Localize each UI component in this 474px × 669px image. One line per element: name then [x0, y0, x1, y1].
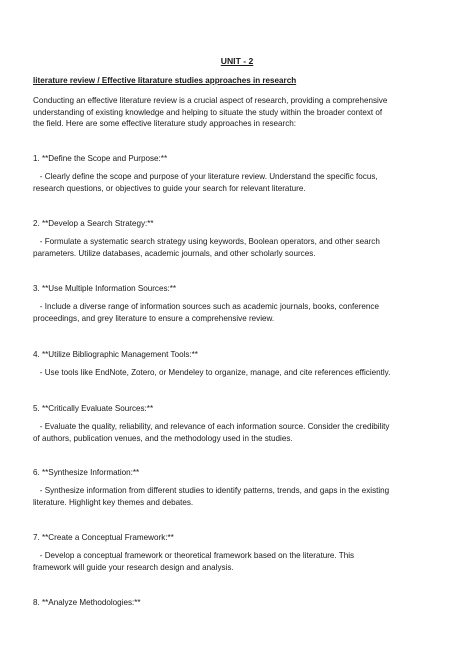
step-6-line: - Synthesize information from different studies to identify patterns, trends, and gaps in the existing	[33, 486, 390, 495]
step-8-title: 8. **Analyze Methodologies:**	[33, 598, 141, 607]
step-3-title: 3. **Use Multiple Information Sources:**	[33, 284, 177, 293]
step-7-line: - Develop a conceptual framework or theoretical framework based on the literature. This	[33, 551, 355, 560]
unit-title: UNIT - 2	[220, 56, 254, 66]
step-5-line: of authors, publication venues, and the methodology used in the studies.	[33, 433, 293, 443]
step-1-line: research questions, or objectives to guide your search for relevant literature.	[33, 183, 306, 193]
step-5-description	[33, 421, 443, 444]
step-2-title: 2. **Develop a Search Strategy:**	[33, 219, 154, 228]
step-1-line: - Clearly define the scope and purpose of your literature review. Understand the specific focus,	[33, 172, 378, 181]
step-4-line: - Use tools like EndNote, Zotero, or Mendeley to organize, manage, and cite references efficiently.	[33, 368, 391, 377]
step-7-description	[33, 550, 443, 573]
step-3-line: proceedings, and grey literature to ensure a comprehensive review.	[33, 313, 275, 323]
section-heading: literature review / Effective litarature studies approaches in research	[33, 76, 297, 85]
step-2-line: parameters. Utilize databases, academic journals, and other scholarly sources.	[33, 248, 316, 258]
intro-line: the field. Here are some effective literature study approaches in research:	[33, 119, 297, 128]
intro-paragraph	[33, 95, 443, 130]
step-5-title: 5. **Critically Evaluate Sources:**	[33, 404, 154, 413]
step-4-title: 4. **Utilize Bibliographic Management Tools:**	[33, 350, 198, 359]
step-2-description	[33, 236, 443, 259]
step-6-line: literature. Highlight key themes and debates.	[33, 497, 194, 507]
step-7-title: 7. **Create a Conceptual Framework:**	[33, 533, 174, 542]
step-6-title: 6. **Synthesize Information:**	[33, 468, 140, 477]
step-3-description	[33, 301, 443, 324]
step-3-line: - Include a diverse range of information sources such as academic journals, books, conference	[33, 302, 379, 311]
intro-line: understanding of existing knowledge and helping to situate the study within the broader context of	[33, 107, 383, 117]
step-1-description	[33, 171, 443, 194]
intro-line: Conducting an effective literature review is a crucial aspect of research, providing a comprehensive	[33, 96, 388, 105]
step-7-line: framework will guide your research design and analysis.	[33, 562, 234, 572]
step-4-description	[33, 367, 443, 379]
step-6-description	[33, 485, 443, 508]
step-5-line: - Evaluate the quality, reliability, and relevance of each information source. Consider the credibility	[33, 422, 390, 431]
step-1-title: 1. **Define the Scope and Purpose:**	[33, 154, 168, 163]
step-2-line: - Formulate a systematic search strategy using keywords, Boolean operators, and other search	[33, 237, 380, 246]
